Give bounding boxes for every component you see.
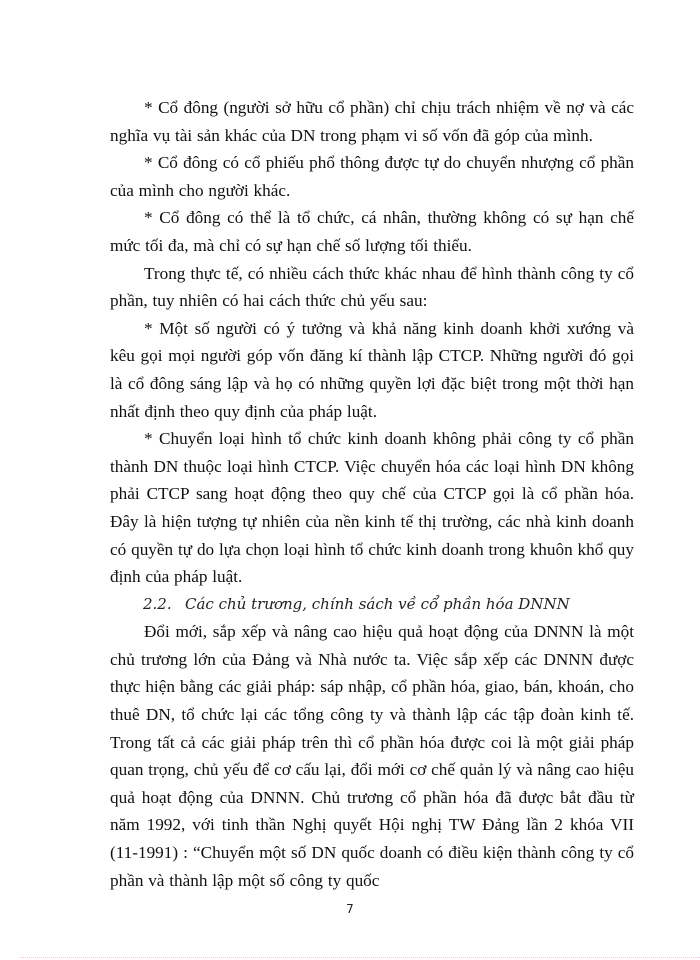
paragraph-formation-methods: Trong thực tế, có nhiều cách thức khác nhau để hình thành công ty cổ phần, tuy nhiên có hai cách thức chủ yếu sau: — [110, 263, 634, 311]
paragraph-equitization-policy: Đổi mới, sắp xếp và nâng cao hiệu quả hoạt động của DNNN là một chủ trương lớn của Đảng và Nhà nước ta. Việc sắp xếp các DNNN được thực hiện bằng các giải pháp: sáp nhập, cổ phần hóa, giao, bán, khoán, cho thuê DN, tổ chức lại các tổng công ty và thành lập các tập đoàn kinh tế. Trong tất cả các giải pháp trên thì cổ phần hóa được coi là một giải pháp quan trọng, chủ yếu để cơ cấu lại, đổi mới cơ chế quản lý và nâng cao hiệu quả hoạt động của DNNN. Chủ trương cổ phần hóa đã được bắt đầu từ năm 1992, với tinh thần Nghị quyết Hội nghị TW Đảng lần 2 khóa VII (11-1991) : “Chuyển một số DN quốc doanh có điều kiện thành công ty cổ phần và thành lập một số công ty quốc — [110, 622, 634, 890]
section-heading — [110, 591, 634, 619]
paragraph-shareholder-liability: * Cổ đông (người sở hữu cổ phần) chỉ chịu trách nhiệm về nợ và các nghĩa vụ tài sản khác của DN trong phạm vi số vốn đã góp của mình. — [110, 98, 634, 145]
section-number: 2.2. — [143, 594, 172, 613]
paragraph-shareholder-types: * Cổ đông có thể là tổ chức, cá nhân, thường không có sự hạn chế mức tối đa, mà chỉ có sự hạn chế số lượng tối thiểu. — [110, 208, 634, 255]
paragraph-conversion: * Chuyển loại hình tổ chức kinh doanh không phải công ty cổ phần thành DN thuộc loại hình CTCP. Việc chuyển hóa các loại hình DN không phải CTCP sang hoạt động theo quy chế của CTCP gọi là cổ phần hóa. Đây là hiện tượng tự nhiên của nền kinh tế thị trường, các nhà kinh doanh có quyền tự do lựa chọn loại hình tổ chức kinh doanh trong khuôn khổ quy định của pháp luật. — [110, 429, 634, 587]
paragraph-share-transfer: * Cổ đông có cổ phiếu phổ thông được tự do chuyển nhượng cổ phần của mình cho người khác. — [110, 153, 634, 200]
page-number: 7 — [346, 902, 354, 916]
paragraph-founding-shareholders: * Một số người có ý tưởng và khả năng kinh doanh khởi xướng và kêu gọi mọi người góp vốn đăng kí thành lập CTCP. Những người đó gọi là cổ đông sáng lập và họ có những quyền lợi đặc biệt trong một thời hạn nhất định theo quy định của pháp luật. — [110, 318, 634, 421]
document-body — [110, 94, 634, 894]
section-title: Các chủ trương, chính sách về cổ phần hóa DNNN — [185, 594, 570, 613]
page-boundary-divider — [20, 957, 700, 958]
